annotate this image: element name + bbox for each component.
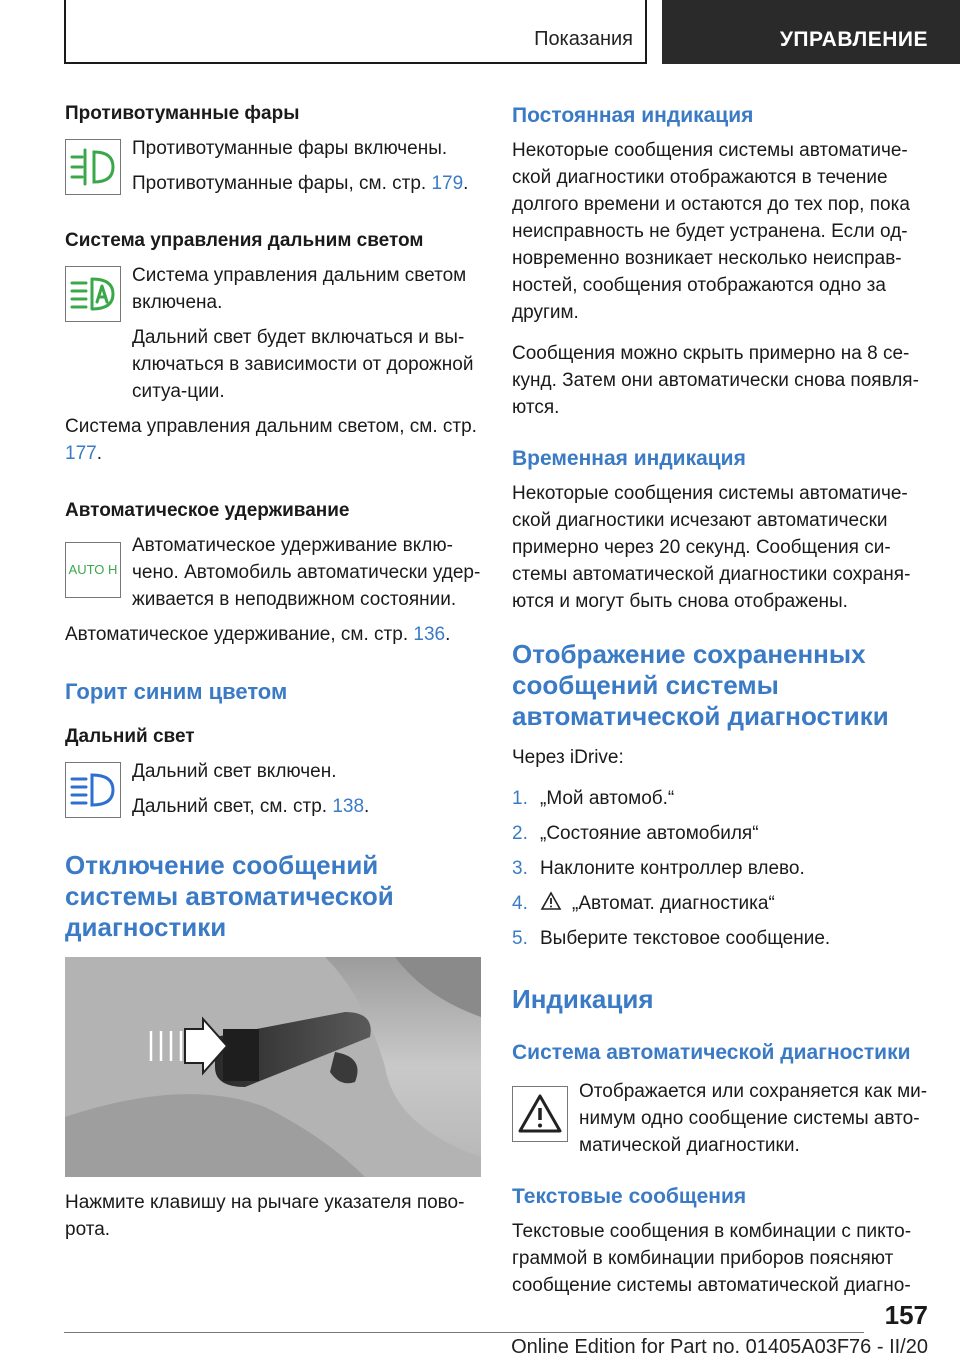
warning-triangle-small-icon: [540, 891, 562, 911]
list-item: 3. Наклоните контроллер влево.: [512, 858, 805, 879]
autohold-title: Автоматическое удерживание: [65, 500, 350, 521]
highbeam-icon: [65, 762, 121, 818]
header-left-frame: [64, 0, 647, 64]
system-text: Отображается или сохраняется как ми-нимум одно сообщение системы авто-матической диагностики.: [579, 1081, 928, 1156]
header-subsection: Показания: [534, 28, 633, 50]
autohold-icon: [65, 542, 121, 598]
warning-triangle-icon: [512, 1086, 568, 1142]
check-control-indicator-block: [512, 1078, 930, 1159]
page-number: 157: [884, 1300, 928, 1330]
highbeam-ref: Дальний свет, см. стр. 138.: [132, 796, 370, 817]
autohold-icon-text: AUTO H: [68, 562, 118, 577]
list-item: 2. „Состояние автомобиля“: [512, 823, 759, 844]
highbeam-assist-title: Система управления дальним светом: [65, 230, 424, 251]
highbeam-assist-on-text: Система управления дальним светом включена.: [132, 265, 467, 313]
steps-list: [512, 785, 930, 952]
fog-light-icon: [65, 139, 121, 195]
header-section-tab: [662, 0, 960, 64]
text-messages-heading: Текстовые сообщения: [512, 1185, 747, 1208]
fog-lights-ref: Противотуманные фары, см. стр. 179.: [132, 173, 469, 194]
photo-caption: Нажмите клавишу на рычаге указателя пово-рота.: [65, 1192, 465, 1240]
fog-lights-title: Противотуманные фары: [65, 103, 300, 124]
system-heading: Система автоматической диагностики: [512, 1041, 911, 1064]
indication-heading: Индикация: [512, 984, 654, 1014]
header-section-label: УПРАВЛЕНИЕ: [779, 28, 928, 51]
highbeam-assist-desc: Дальний свет будет включаться и вы-ключаться в зависимости от дорожной ситуа-ции.: [132, 327, 474, 402]
permanent-text-1: Некоторые сообщения системы автоматиче-ской диагностики отображаются в течение долгого времени и остаются до тех пор, пока неисправность не будет устранена. Если од-новременно возникает несколько неисправ-ностей, сообщения отображаются одно за другим.: [512, 140, 910, 323]
autohold-ref: Автоматическое удерживание, см. стр. 136.: [65, 624, 451, 645]
autohold-on-text: Автоматическое удерживание вклю-чено. Автомобиль автоматически удер-живается в неподвижном состоянии.: [132, 535, 481, 610]
list-item: 4. „Автомат. диагностика“: [512, 893, 775, 914]
text-messages-text: Текстовые сообщения в комбинации с пикто-граммой в комбинации приборов поясняют сообщение системы автоматической диагно-: [512, 1221, 912, 1296]
highbeam-assist-ref: Система управления дальним светом, см. стр. 177.: [65, 416, 477, 464]
highbeam-on-text: Дальний свет включен.: [132, 761, 337, 782]
highbeam-title: Дальний свет: [65, 726, 195, 747]
show-saved-heading: Отображение сохраненных сообщений системы автоматической диагностики: [512, 639, 889, 731]
fog-lights-page-link[interactable]: 179: [431, 173, 464, 194]
highbeam-assist-page-link[interactable]: 177: [65, 443, 97, 464]
autohold-page-link[interactable]: 136: [413, 624, 446, 645]
highbeam-assist-icon: [65, 266, 121, 322]
turn-signal-lever-photo: [65, 957, 481, 1177]
permanent-text-2: Сообщения можно скрыть примерно на 8 се-кунд. Затем они автоматически снова появля-ются.: [512, 343, 919, 418]
left-column: [65, 100, 483, 1243]
idrive-intro: Через iDrive:: [512, 747, 624, 768]
blue-lights-heading: Горит синим цветом: [65, 679, 288, 704]
permanent-heading: Постоянная индикация: [512, 104, 754, 127]
footer-edition: Online Edition for Part no. 01405A03F76 - II/20: [511, 1336, 928, 1358]
list-item: 1. „Мой автомоб.“: [512, 788, 675, 809]
footer-divider: [64, 1332, 864, 1333]
list-item: 5. Выберите текстовое сообщение.: [512, 928, 831, 949]
right-column: [512, 102, 930, 1299]
disable-messages-heading: Отключение сообщений системы автоматической диагностики: [65, 850, 394, 942]
fog-lights-on-text: Противотуманные фары включены.: [132, 138, 448, 159]
highbeam-assist-indicator-block: [65, 262, 483, 316]
temporary-text: Некоторые сообщения системы автоматиче-ской диагностики исчезают автоматически примерно через 20 секунд. Сообщения си-стемы автоматической диагностики сохраня-ются и могут быть снова отображены.: [512, 483, 911, 612]
fog-lights-indicator-block: [65, 135, 483, 197]
autohold-indicator-block: [65, 532, 483, 613]
highbeam-page-link[interactable]: 138: [332, 796, 365, 817]
temporary-heading: Временная индикация: [512, 447, 746, 470]
highbeam-indicator-block: [65, 758, 483, 820]
